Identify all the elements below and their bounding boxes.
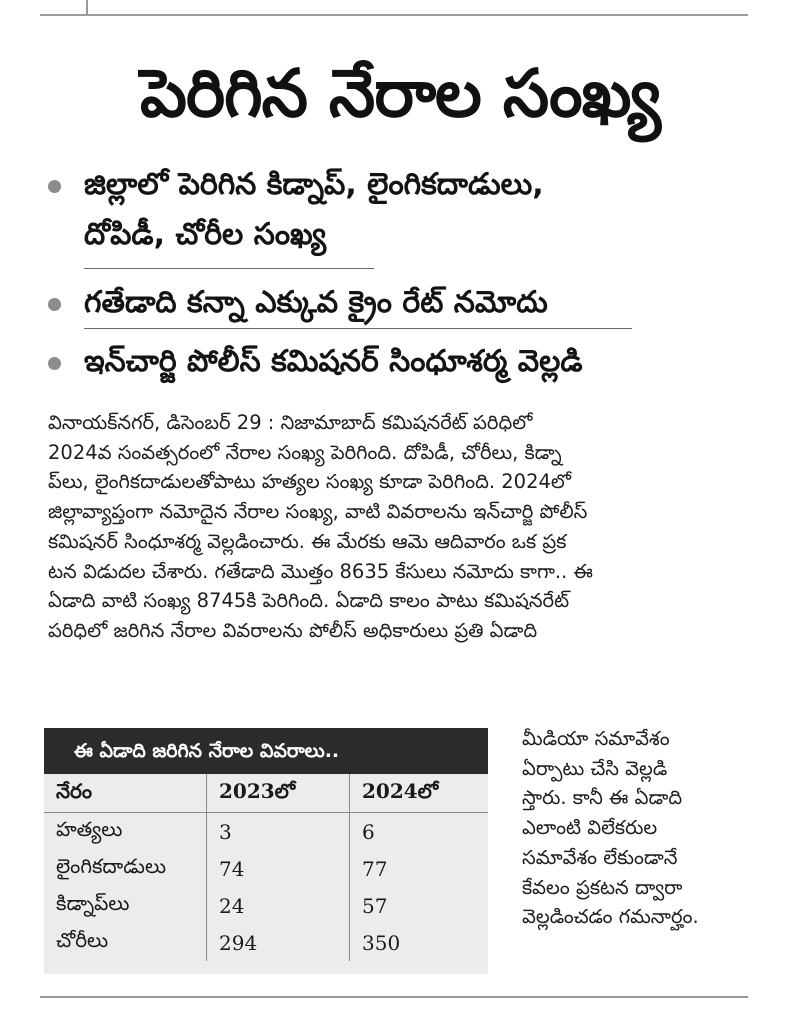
body-line: 2024వ సంవత్సరంలో నేరాల సంఖ్య పెరిగింది. దోపిడీ, చోరీలు, కిడ్నా: [48, 440, 562, 464]
table-cell-2023: 24: [207, 887, 350, 924]
bullet-1-line-1: జిల్లాలో పెరిగిన కిడ్నాప్, లైంగికదాడులు,: [84, 167, 544, 202]
article-body-side-column: [522, 724, 748, 932]
table-body: [44, 774, 488, 974]
bottom-rule: [40, 996, 748, 998]
bullet-dot-icon: [48, 180, 61, 193]
body-line: పరిధిలో జరిగిన నేరాల వివరాలను పోలీస్ అధికారులు ప్రతి ఏడాది: [48, 618, 538, 642]
side-line: వెల్లడించడం గమనార్హం.: [522, 905, 699, 929]
side-line: మీడియా సమావేశం: [522, 727, 670, 750]
table-cell-crime: హత్యలు: [56, 817, 123, 841]
article-body: [48, 408, 748, 646]
bullet-3: [48, 337, 758, 387]
crime-stats-table: [44, 728, 488, 974]
body-line: కమిషనర్ సింధూశర్మ వెల్లడించారు. ఈ మేరకు ఆమె ఆదివారం ఒక ప్రక: [48, 529, 567, 553]
side-line: ఎలాంటి విలేకరుల: [522, 816, 658, 840]
bullet-2: [48, 278, 758, 328]
table-cell-2024: 57: [350, 887, 489, 924]
table-cell-crime: కిడ్నాప్‌లు: [56, 891, 130, 915]
bullet-divider-2: [84, 328, 632, 329]
bullet-1-line-2: దోపిడీ, చోరీల సంఖ్య: [84, 217, 327, 252]
side-line: సమావేశం లేకుండానే: [522, 845, 678, 869]
bullet-3-line-1: ఇన్‌చార్జి పోలీస్ కమిషనర్ సింధూశర్మ వెల్లడి: [84, 344, 583, 379]
body-line: వినాయక్‌నగర్, డిసెంబర్ 29 : నిజామాబాద్ కమిషనరేట్ పరిధిలో: [48, 411, 533, 434]
table-row: [44, 850, 488, 887]
headline: పెరిగిన నేరాల సంఖ్య: [140, 55, 660, 132]
bullet-1: [48, 160, 758, 260]
table-header-crime: నేరం: [44, 774, 207, 813]
bullet-dot-icon: [48, 298, 61, 311]
body-line: టన విడుదల చేశారు. గతేడాది మొత్తం 8635 కేసులు నమోదు కాగా.. ఈ: [48, 559, 593, 583]
table-row: [44, 813, 488, 851]
body-line: జిల్లావ్యాప్తంగా నమోదైన నేరాల సంఖ్య, వాటి వివరాలను ఇన్‌చార్జి పోలీస్: [48, 500, 588, 524]
body-line: ఏడాది వాటి సంఖ్య 8745కి పెరిగింది. ఏడాది కాలం పాటు కమిషనరేట్: [48, 589, 570, 613]
table-row: [44, 924, 488, 961]
table-cell-2024: 6: [350, 813, 489, 851]
top-rule: [40, 14, 748, 16]
table-header-2023: 2023లో: [207, 774, 350, 813]
bullet-2-line-1: గతేడాది కన్నా ఎక్కువ క్రైం రేట్ నమోదు: [84, 285, 548, 320]
table-cell-2023: 74: [207, 850, 350, 887]
top-tick: [86, 0, 88, 16]
table-cell-crime: లైంగికదాడులు: [56, 854, 167, 878]
side-line: కేవలం ప్రకటన ద్వారా: [522, 875, 683, 899]
table-cell-2024: 77: [350, 850, 489, 887]
table-cell-2023: 3: [207, 813, 350, 851]
side-line: స్తారు. కానీ ఈ ఏడాది: [522, 786, 683, 810]
table-cell-2023: 294: [207, 924, 350, 961]
body-line: ప్‌లు, లైంగికదాడులతోపాటు హత్యల సంఖ్య కూడా పెరిగింది. 2024లో: [48, 470, 571, 494]
bullet-divider-1: [84, 268, 374, 269]
table-header-row: [44, 774, 488, 813]
table-header-2024: 2024లో: [350, 774, 489, 813]
table-title: ఈ ఏడాది జరిగిన నేరాల వివరాలు..: [44, 728, 488, 774]
table-cell-2024: 350: [350, 924, 489, 961]
table-cell-crime: చోరీలు: [56, 928, 109, 952]
bullet-dot-icon: [48, 357, 61, 370]
table-row: [44, 887, 488, 924]
side-line: ఏర్పాటు చేసి వెల్లడి: [522, 756, 668, 780]
